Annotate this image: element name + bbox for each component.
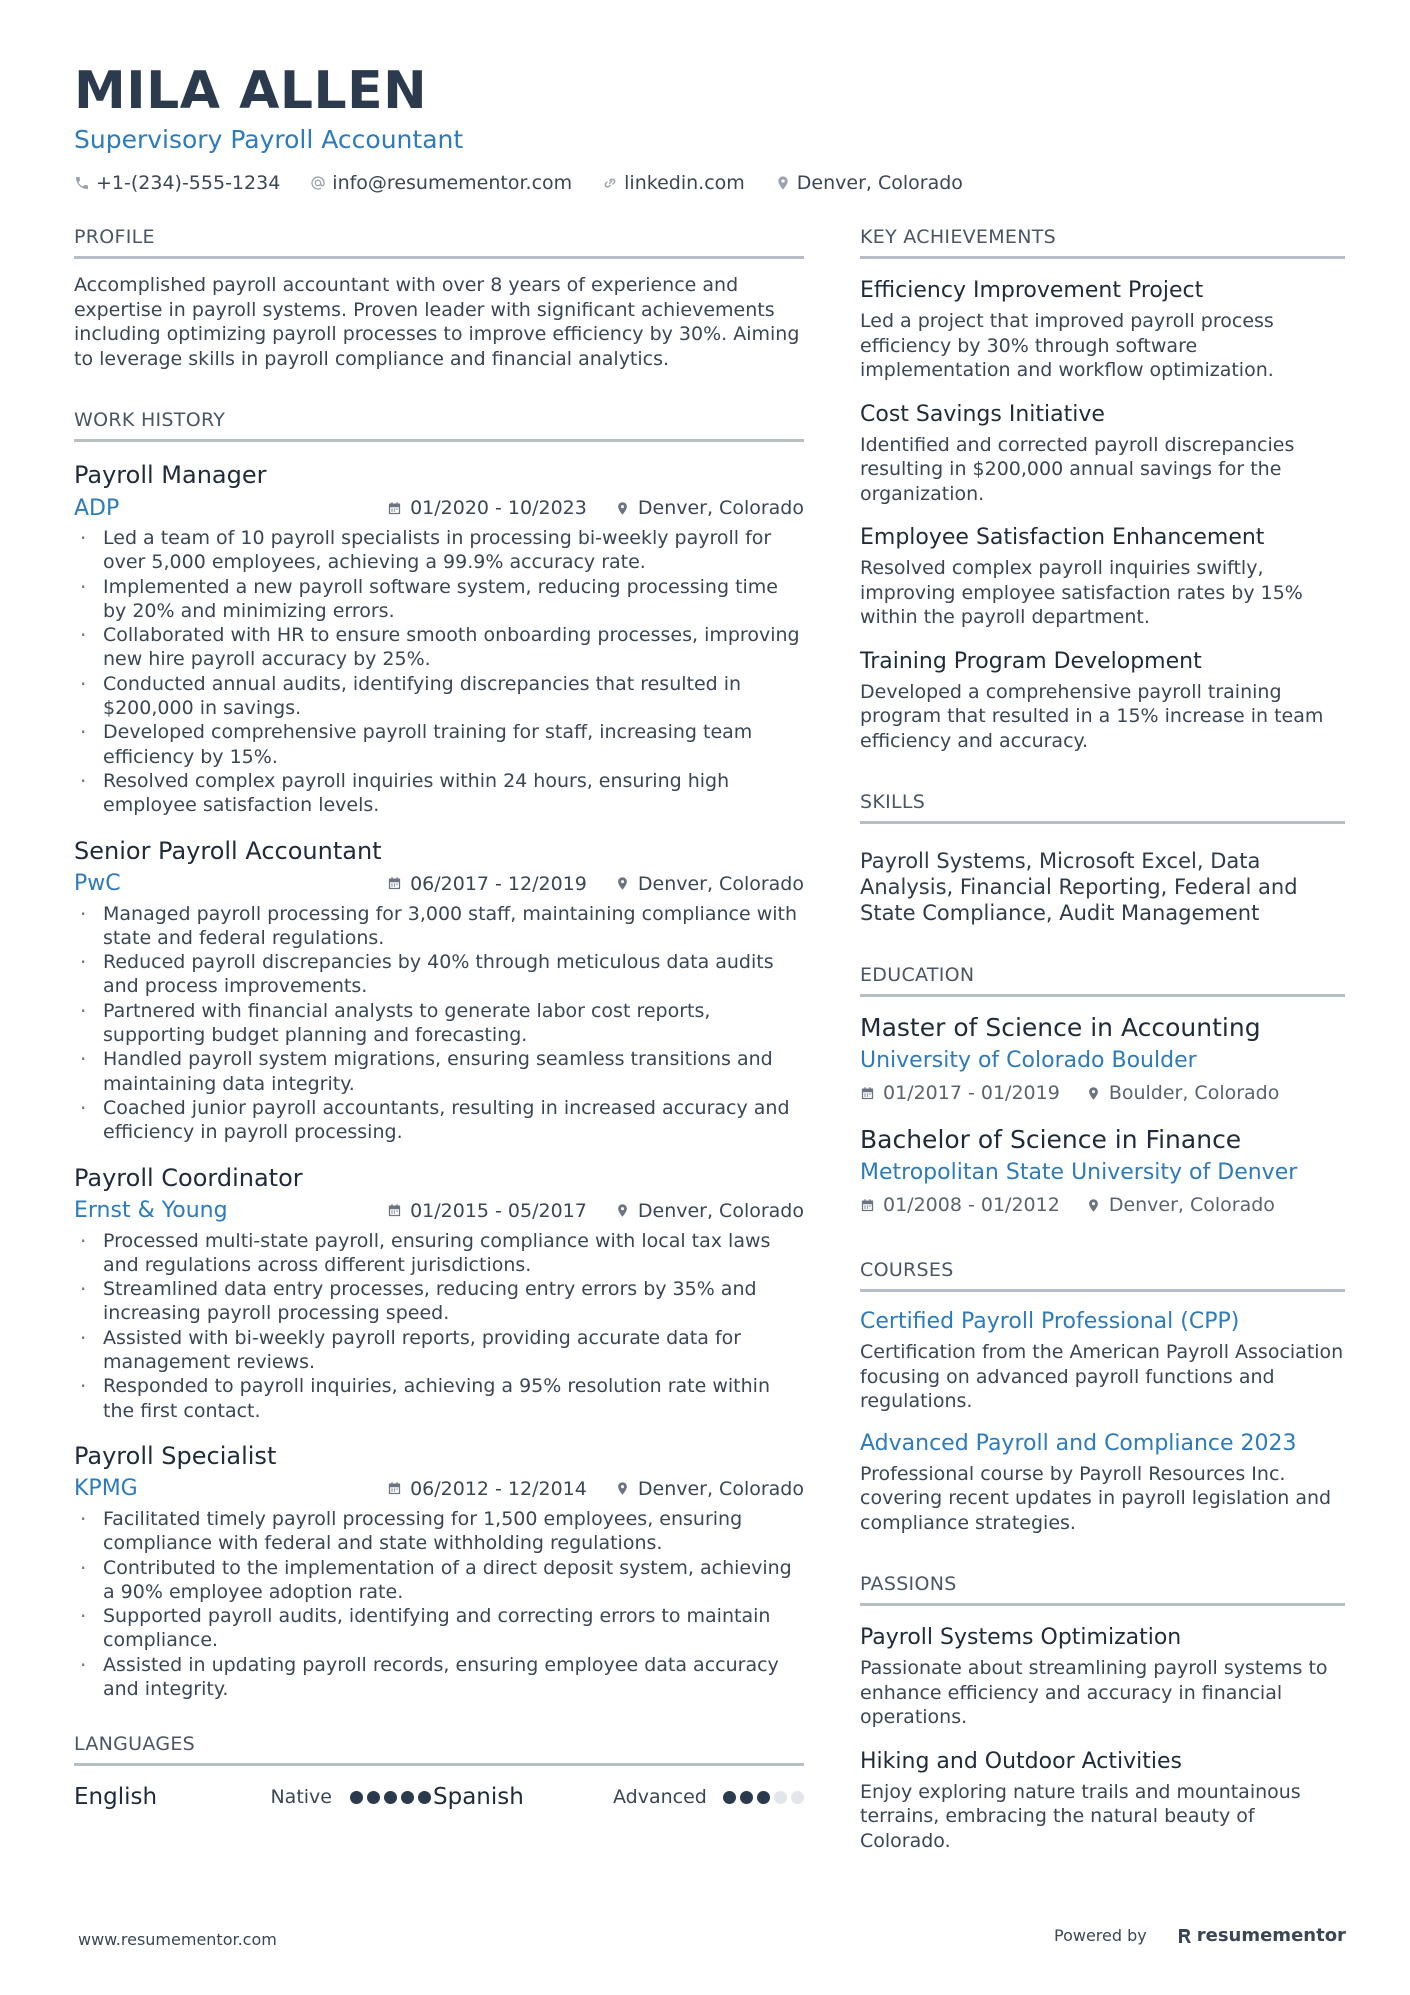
degree-name: Bachelor of Science in Finance [860, 1125, 1242, 1154]
passion-list [860, 1622, 1345, 1853]
course-title: Certified Payroll Professional (CPP) [860, 1309, 1240, 1334]
language-entry [74, 1784, 433, 1810]
education-dates [860, 1082, 1060, 1104]
job-dates-text: 01/2020 - 10/2023 [410, 497, 587, 519]
list-item: · Contributed to the implementation of a direct deposit system, achieving a 90% employee adoption rate. [74, 1556, 804, 1605]
education-meta [860, 1077, 1345, 1109]
proficiency-dots [350, 1791, 431, 1804]
job-meta-details [387, 497, 804, 519]
job-bullets [74, 902, 804, 1145]
achievement-title: Employee Satisfaction Enhancement [860, 525, 1265, 550]
phone-icon [74, 175, 90, 191]
list-item: · Streamlined data entry processes, reducing entry errors by 35% and increasing payroll processing speed. [74, 1277, 804, 1326]
achievement-title: Efficiency Improvement Project [860, 278, 1204, 303]
achievement-description: Identified and corrected payroll discrepancies resulting in $200,000 annual savings for the organization. [860, 433, 1295, 505]
map-pin-icon [615, 1203, 630, 1218]
profile-summary: Accomplished payroll accountant with over 8 years of experience and expertise in payroll systems. Proven leader with significant achievements including optimizing payroll processes to improve efficiency by 30%. Aiming to leverage skills in payroll compliance and financial analytics. [74, 274, 800, 370]
link-icon [602, 175, 618, 191]
achievement-entry [860, 522, 1345, 630]
map-pin-icon [615, 876, 630, 891]
at-icon [310, 175, 326, 191]
job-dates [387, 1478, 587, 1500]
work-history-section [74, 407, 804, 1701]
calendar-icon [860, 1198, 875, 1213]
section-heading: SKILLS [860, 789, 1345, 824]
brand-logo[interactable] [1177, 1925, 1346, 1946]
passion-title: Payroll Systems Optimization [860, 1625, 1182, 1650]
location-text: Denver, Colorado [796, 172, 963, 194]
education-dates-text: 01/2008 - 01/2012 [883, 1194, 1060, 1216]
job-location-text: Denver, Colorado [637, 1477, 804, 1500]
list-item: · Coached junior payroll accountants, resulting in increased accuracy and efficiency in payroll processing. [74, 1096, 804, 1145]
job-title: Payroll Specialist [74, 1441, 277, 1470]
section-heading: LANGUAGES [74, 1731, 804, 1766]
job-location-text: Denver, Colorado [637, 497, 804, 519]
list-item: · Resolved complex payroll inquiries within 24 hours, ensuring high employee satisfaction levels. [74, 769, 804, 818]
calendar-icon [387, 1481, 402, 1496]
powered-by-text: Powered by [1054, 1926, 1147, 1945]
job-title: Payroll Manager [74, 461, 267, 489]
resumementor-logo-icon [1177, 1927, 1193, 1945]
passions-section [860, 1571, 1345, 1853]
course-description: Professional course by Payroll Resources Inc. covering recent updates in payroll legislation and compliance strategies. [860, 1462, 1332, 1534]
list-item: · Supported payroll audits, identifying and correcting errors to maintain compliance. [74, 1604, 804, 1653]
job-entry [74, 458, 804, 818]
job-meta-details [387, 1200, 804, 1222]
course-entry [860, 1428, 1345, 1536]
job-location [615, 873, 804, 895]
proficiency-dot [757, 1791, 770, 1804]
proficiency-dot [723, 1791, 736, 1804]
job-list [74, 458, 804, 1701]
map-pin-icon [615, 501, 630, 516]
company-name: PwC [74, 871, 121, 897]
job-meta [74, 1473, 804, 1505]
education-meta [860, 1189, 1345, 1221]
contact-bar [74, 170, 1344, 196]
achievement-title: Training Program Development [860, 648, 1202, 674]
section-heading: PASSIONS [860, 1571, 1345, 1606]
section-heading: KEY ACHIEVEMENTS [860, 224, 1345, 259]
passion-description: Passionate about streamlining payroll systems to enhance efficiency and accuracy in financial operations. [860, 1657, 1328, 1728]
job-location [615, 1200, 804, 1222]
course-description: Certification from the American Payroll Association focusing on advanced payroll functions and regulations. [860, 1341, 1344, 1412]
company-name: KPMG [74, 1476, 138, 1502]
list-item: · Responded to payroll inquiries, achieving a 95% resolution rate within the first contact. [74, 1374, 804, 1423]
candidate-title: Supervisory Payroll Accountant [74, 125, 464, 154]
job-meta [74, 492, 804, 524]
job-location-text: Denver, Colorado [637, 1199, 804, 1222]
skills-text: Payroll Systems, Microsoft Excel, Data Analysis, Financial Reporting, Federal and State Compliance, Audit Management [860, 849, 1298, 925]
proficiency-dot [418, 1791, 431, 1804]
calendar-icon [387, 876, 402, 891]
passion-entry [860, 1622, 1345, 1730]
proficiency-dot [774, 1791, 787, 1804]
list-item: · Managed payroll processing for 3,000 staff, maintaining compliance with state and federal regulations. [74, 902, 804, 951]
course-title: Advanced Payroll and Compliance 2023 [860, 1430, 1297, 1456]
job-dates-text: 06/2012 - 12/2014 [410, 1477, 587, 1500]
job-entry [74, 1161, 804, 1423]
achievement-description: Developed a comprehensive payroll training program that resulted in a 15% increase in team efficiency and accuracy. [860, 680, 1324, 752]
list-item: · Conducted annual audits, identifying discrepancies that resulted in $200,000 in savings. [74, 672, 804, 721]
education-location [1086, 1194, 1275, 1216]
job-dates-text: 06/2017 - 12/2019 [410, 872, 587, 895]
skills-section [860, 789, 1345, 926]
course-list [860, 1306, 1345, 1535]
achievement-list [860, 275, 1345, 753]
school-name: Metropolitan State University of Denver [860, 1160, 1298, 1185]
list-item: · Implemented a new payroll software system, reducing processing time by 20% and minimizing errors. [74, 575, 804, 624]
job-meta-details [387, 1478, 804, 1500]
language-name: English [74, 1784, 158, 1811]
job-location [615, 497, 804, 519]
company-name: Ernst & Young [74, 1198, 228, 1224]
job-entry [74, 834, 804, 1145]
right-column [860, 224, 1345, 1889]
achievement-title: Cost Savings Initiative [860, 401, 1105, 427]
footer-branding [1054, 1925, 1346, 1946]
language-list [74, 1780, 804, 1814]
section-heading: EDUCATION [860, 962, 1345, 997]
linkedin-text: linkedin.com [624, 172, 745, 194]
language-level: Advanced [613, 1786, 707, 1809]
achievement-entry [860, 646, 1345, 754]
contact-linkedin[interactable] [602, 172, 745, 194]
section-heading: WORK HISTORY [74, 407, 804, 442]
section-heading: PROFILE [74, 224, 804, 259]
contact-email[interactable] [310, 172, 572, 194]
job-dates [387, 497, 587, 519]
education-location [1086, 1082, 1280, 1104]
brand-name: resumementor [1196, 1925, 1346, 1946]
job-dates-text: 01/2015 - 05/2017 [410, 1199, 587, 1222]
education-entry [860, 1123, 1345, 1221]
job-dates [387, 873, 587, 895]
education-section [860, 962, 1345, 1221]
proficiency-dot [350, 1791, 363, 1804]
job-meta [74, 868, 804, 900]
list-item: · Handled payroll system migrations, ensuring seamless transitions and maintaining data integrity. [74, 1047, 804, 1096]
profile-section [74, 224, 804, 371]
languages-section [74, 1731, 804, 1814]
language-name: Spanish [433, 1784, 524, 1811]
phone-text: +1-(234)-555-1234 [96, 172, 281, 194]
degree-name: Master of Science in Accounting [860, 1013, 1261, 1042]
job-meta-details [387, 873, 804, 895]
calendar-icon [860, 1086, 875, 1101]
list-item: · Reduced payroll discrepancies by 40% through meticulous data audits and process improvements. [74, 950, 804, 999]
job-bullets [74, 1507, 804, 1701]
proficiency-dot [384, 1791, 397, 1804]
email-text: info@resumementor.com [332, 172, 573, 194]
language-entry [433, 1784, 804, 1810]
left-column [74, 224, 804, 1850]
list-item: · Partnered with financial analysts to generate labor cost reports, supporting budget planning and forecasting. [74, 999, 804, 1048]
school-name: University of Colorado Boulder [860, 1048, 1197, 1073]
proficiency-dot [367, 1791, 380, 1804]
map-pin-icon [1086, 1198, 1101, 1213]
job-title: Payroll Coordinator [74, 1163, 303, 1192]
proficiency-dot [401, 1791, 414, 1804]
education-dates-text: 01/2017 - 01/2019 [883, 1082, 1060, 1104]
passion-entry [860, 1746, 1345, 1854]
achievement-description: Resolved complex payroll inquiries swiftly, improving employee satisfaction rates by 15% within the payroll department. [860, 557, 1303, 628]
education-entry [860, 1011, 1345, 1109]
passion-description: Enjoy exploring nature trails and mountainous terrains, embracing the natural beauty of Colorado. [860, 1780, 1301, 1852]
job-location-text: Denver, Colorado [637, 872, 804, 895]
calendar-icon [387, 1203, 402, 1218]
contact-phone [74, 172, 280, 194]
company-name: ADP [74, 495, 120, 521]
proficiency-dot [740, 1791, 753, 1804]
job-bullets [74, 526, 804, 818]
list-item: · Assisted with bi-weekly payroll reports, providing accurate data for management reviews. [74, 1326, 804, 1375]
job-location [615, 1478, 804, 1500]
calendar-icon [387, 501, 402, 516]
education-location-text: Denver, Colorado [1108, 1194, 1275, 1216]
map-pin-icon [615, 1481, 630, 1496]
job-dates [387, 1200, 587, 1222]
candidate-name: MILA ALLEN [74, 61, 428, 121]
footer-website[interactable]: www.resumementor.com [78, 1930, 277, 1949]
education-dates [860, 1194, 1060, 1216]
courses-section [860, 1257, 1345, 1535]
job-title: Senior Payroll Accountant [74, 836, 382, 865]
list-item: · Assisted in updating payroll records, ensuring employee data accuracy and integrity. [74, 1653, 804, 1702]
achievements-section [860, 224, 1345, 753]
map-pin-icon [1086, 1086, 1101, 1101]
proficiency-dot [791, 1791, 804, 1804]
list-item: · Facilitated timely payroll processing for 1,500 employees, ensuring compliance with federal and state withholding regulations. [74, 1507, 804, 1556]
job-meta [74, 1195, 804, 1227]
achievement-entry [860, 399, 1345, 507]
map-pin-icon [775, 175, 791, 191]
proficiency-dots [723, 1791, 804, 1804]
education-location-text: Boulder, Colorado [1108, 1082, 1280, 1104]
passion-title: Hiking and Outdoor Activities [860, 1748, 1182, 1774]
contact-location [775, 172, 963, 194]
list-item: · Collaborated with HR to ensure smooth onboarding processes, improving new hire payroll accuracy by 25%. [74, 623, 804, 672]
list-item: · Developed comprehensive payroll training for staff, increasing team efficiency by 15%. [74, 720, 804, 769]
resume-header [74, 60, 1344, 196]
section-heading: COURSES [860, 1257, 1345, 1292]
course-entry [860, 1306, 1345, 1414]
education-list [860, 1011, 1345, 1221]
job-bullets [74, 1229, 804, 1423]
list-item: · Processed multi-state payroll, ensuring compliance with local tax laws and regulations across different jurisdictions. [74, 1229, 804, 1278]
list-item: · Led a team of 10 payroll specialists in processing bi-weekly payroll for over 5,000 employees, achieving a 99.9% accuracy rate. [74, 526, 804, 575]
achievement-entry [860, 275, 1345, 383]
achievement-description: Led a project that improved payroll process efficiency by 30% through software implementation and workflow optimization. [860, 310, 1274, 381]
job-entry [74, 1439, 804, 1701]
language-level: Native [270, 1786, 332, 1809]
